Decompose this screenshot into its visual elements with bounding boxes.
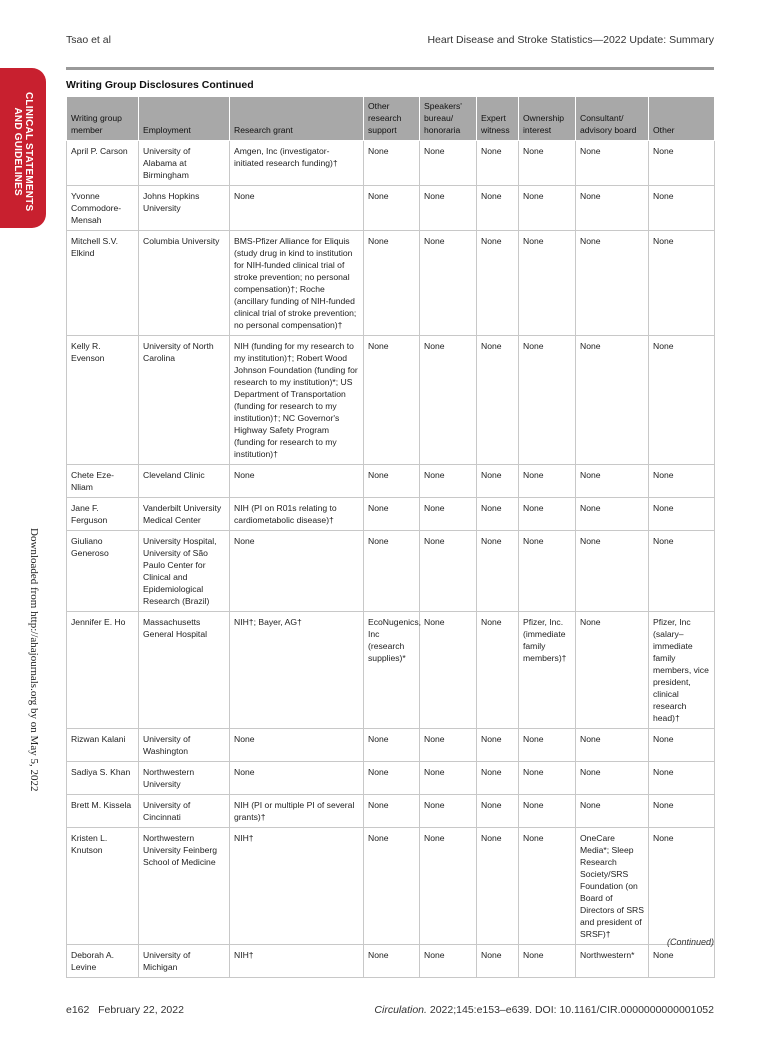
footer-page-info — [66, 1004, 184, 1016]
table-cell: University of North Carolina — [139, 336, 230, 465]
table-cell: None — [477, 465, 519, 498]
table-row — [67, 795, 715, 828]
table-row — [67, 141, 715, 186]
table-cell: NIH†; Bayer, AG† — [230, 612, 364, 729]
table-cell: None — [649, 531, 715, 612]
table-cell: None — [649, 828, 715, 945]
table-row — [67, 498, 715, 531]
table-row — [67, 729, 715, 762]
table-cell: Chete Eze-Nliam — [67, 465, 139, 498]
footer-journal: Circulation. — [374, 1004, 427, 1016]
table-cell: None — [576, 141, 649, 186]
table-row — [67, 465, 715, 498]
table-cell: None — [519, 945, 576, 978]
table-cell: None — [477, 729, 519, 762]
table-cell: None — [649, 762, 715, 795]
table-cell: University of Cincinnati — [139, 795, 230, 828]
table-cell: None — [420, 729, 477, 762]
table-cell: None — [477, 531, 519, 612]
table-cell: None — [364, 231, 420, 336]
table-cell: Northwestern University Feinberg School of Medicine — [139, 828, 230, 945]
table-cell: University Hospital, University of São Paulo Center for Clinical and Epidemiological Research (Brazil) — [139, 531, 230, 612]
table-cell: None — [519, 141, 576, 186]
table-cell: None — [649, 186, 715, 231]
table-cell: None — [649, 141, 715, 186]
table-cell: Columbia University — [139, 231, 230, 336]
table-cell: None — [364, 762, 420, 795]
table-cell: None — [519, 336, 576, 465]
column-header: Ownership interest — [519, 97, 576, 141]
table-cell: None — [477, 231, 519, 336]
table-cell: None — [649, 795, 715, 828]
table-cell: None — [230, 465, 364, 498]
table-cell: NIH (funding for my research to my institution)†; Robert Wood Johnson Foundation (funding for research to my institution)*; US Department of Transportation (funding for research to my institution)†; NC Governor's Highway Safety Program (funding for research to my institution)† — [230, 336, 364, 465]
table-cell: Jane F. Ferguson — [67, 498, 139, 531]
table-cell: None — [230, 729, 364, 762]
table-cell: April P. Carson — [67, 141, 139, 186]
column-header: Writing group member — [67, 97, 139, 141]
table-cell: None — [576, 498, 649, 531]
table-row — [67, 612, 715, 729]
table-cell: None — [576, 231, 649, 336]
table-cell: Massachusetts General Hospital — [139, 612, 230, 729]
table-cell: None — [477, 828, 519, 945]
table-cell: None — [420, 795, 477, 828]
column-header: Expert witness — [477, 97, 519, 141]
table-cell: None — [649, 945, 715, 978]
footer-citation — [374, 1004, 714, 1016]
table-cell: None — [649, 336, 715, 465]
table-cell: None — [364, 531, 420, 612]
table-cell: None — [649, 231, 715, 336]
table-cell: Sadiya S. Khan — [67, 762, 139, 795]
table-cell: University of Washington — [139, 729, 230, 762]
disclosures-table — [66, 96, 715, 978]
table-cell: None — [477, 762, 519, 795]
table-cell: None — [477, 498, 519, 531]
table-cell: Johns Hopkins University — [139, 186, 230, 231]
table-cell: Mitchell S.V. Elkind — [67, 231, 139, 336]
continued-text: (Continued) — [666, 937, 714, 947]
running-header-title: Heart Disease and Stroke Statistics—2022 Update: Summary — [427, 34, 714, 46]
table-cell: None — [576, 612, 649, 729]
column-header: Consultant/ advisory board — [576, 97, 649, 141]
table-cell: OneCare Media*; Sleep Research Society/SRS Foundation (on Board of Directors of SRS and president of SRSF)† — [576, 828, 649, 945]
table-cell: None — [420, 231, 477, 336]
table-cell: None — [364, 828, 420, 945]
column-header: Other research support — [364, 97, 420, 141]
table-cell: Jennifer E. Ho — [67, 612, 139, 729]
table-cell: None — [519, 498, 576, 531]
footer-date: February 22, 2022 — [98, 1004, 184, 1016]
table-cell: None — [519, 828, 576, 945]
continued-note — [667, 937, 714, 947]
table-cell: None — [477, 795, 519, 828]
table-cell: None — [477, 612, 519, 729]
column-header: Employment — [139, 97, 230, 141]
table-cell: University of Alabama at Birmingham — [139, 141, 230, 186]
table-cell: NIH (PI or multiple PI of several grants)† — [230, 795, 364, 828]
table-cell: Deborah A. Levine — [67, 945, 139, 978]
table-cell: None — [230, 762, 364, 795]
table-cell: None — [364, 186, 420, 231]
table-cell: BMS-Pfizer Alliance for Eliquis (study drug in kind to institution for NIH-funded clinical trial of stroke prevention; no personal compensation)†; Roche (ancillary funding of NIH-funded clinical trial of stroke prevention; no personal compensation)† — [230, 231, 364, 336]
column-header: Speakers' bureau/ honoraria — [420, 97, 477, 141]
table-cell: None — [364, 498, 420, 531]
table-cell: None — [420, 141, 477, 186]
table-cell: None — [420, 336, 477, 465]
table-row — [67, 762, 715, 795]
table-cell: NIH† — [230, 945, 364, 978]
footer-citation-text: 2022;145:e153–e639. DOI: 10.1161/CIR.0000000000001052 — [429, 1004, 714, 1016]
table-cell: None — [364, 465, 420, 498]
table-cell: Vanderbilt University Medical Center — [139, 498, 230, 531]
table-cell: None — [477, 336, 519, 465]
table-cell: None — [364, 729, 420, 762]
table-cell: None — [576, 531, 649, 612]
table-cell: Kelly R. Evenson — [67, 336, 139, 465]
table-row — [67, 945, 715, 978]
table-cell: None — [576, 762, 649, 795]
table-cell: None — [576, 186, 649, 231]
table-cell: None — [576, 336, 649, 465]
table-cell: Pfizer, Inc (salary–immediate family members, vice president, clinical research head)† — [649, 612, 715, 729]
table-cell: None — [519, 231, 576, 336]
table-cell: Brett M. Kissela — [67, 795, 139, 828]
table-cell: Yvonne Commodore-Mensah — [67, 186, 139, 231]
table-cell: None — [477, 186, 519, 231]
table-cell: Northwestern University — [139, 762, 230, 795]
table-body — [67, 141, 715, 978]
table-cell: None — [519, 186, 576, 231]
table-cell: None — [519, 762, 576, 795]
table-title: Writing Group Disclosures Continued — [66, 79, 254, 91]
table-cell: None — [420, 531, 477, 612]
table-cell: None — [420, 612, 477, 729]
table-cell: None — [477, 141, 519, 186]
table-row — [67, 336, 715, 465]
column-header: Research grant — [230, 97, 364, 141]
table-cell: University of Michigan — [139, 945, 230, 978]
table-cell: None — [420, 186, 477, 231]
table-cell: Pfizer, Inc. (immediate family members)† — [519, 612, 576, 729]
table-cell: Rizwan Kalani — [67, 729, 139, 762]
table-cell: None — [477, 945, 519, 978]
table-cell: None — [576, 729, 649, 762]
table-cell: None — [230, 531, 364, 612]
header-rule — [66, 67, 714, 70]
table-cell: None — [649, 498, 715, 531]
table-cell: None — [364, 795, 420, 828]
section-side-tab-label — [12, 92, 34, 211]
table-cell: None — [649, 729, 715, 762]
side-tab-line1: CLINICAL STATEMENTS — [23, 92, 34, 212]
table-cell: None — [576, 465, 649, 498]
table-cell: None — [364, 336, 420, 465]
table-cell: None — [420, 498, 477, 531]
table-cell: None — [420, 945, 477, 978]
download-watermark: Downloaded from http://ahajournals.org by on May 5, 2022 — [28, 528, 40, 792]
table-cell: Amgen, Inc (investigator-initiated research funding)† — [230, 141, 364, 186]
column-header: Other — [649, 97, 715, 141]
side-tab-line2: AND GUIDELINES — [12, 107, 23, 196]
table-cell: None — [364, 945, 420, 978]
table-cell: None — [576, 795, 649, 828]
running-header-authors: Tsao et al — [66, 34, 111, 46]
table-cell: None — [420, 465, 477, 498]
table-cell: NIH† — [230, 828, 364, 945]
table-cell: None — [519, 531, 576, 612]
table-row — [67, 828, 715, 945]
table-cell: None — [519, 465, 576, 498]
footer-page-number: e162 — [66, 1004, 90, 1016]
table-cell: Giuliano Generoso — [67, 531, 139, 612]
table-cell: Kristen L. Knutson — [67, 828, 139, 945]
table-cell: None — [420, 828, 477, 945]
table-cell: None — [649, 465, 715, 498]
table-header-row — [67, 97, 715, 141]
table-cell: EcoNugenics, Inc (research supplies)* — [364, 612, 420, 729]
table-row — [67, 186, 715, 231]
table-cell: None — [519, 729, 576, 762]
table-cell: None — [420, 762, 477, 795]
table-cell: Cleveland Clinic — [139, 465, 230, 498]
table-row — [67, 531, 715, 612]
table-cell: None — [364, 141, 420, 186]
table-cell: NIH (PI on R01s relating to cardiometabolic disease)† — [230, 498, 364, 531]
table-cell: None — [519, 795, 576, 828]
table-cell: Northwestern* — [576, 945, 649, 978]
table-row — [67, 231, 715, 336]
table-cell: None — [230, 186, 364, 231]
